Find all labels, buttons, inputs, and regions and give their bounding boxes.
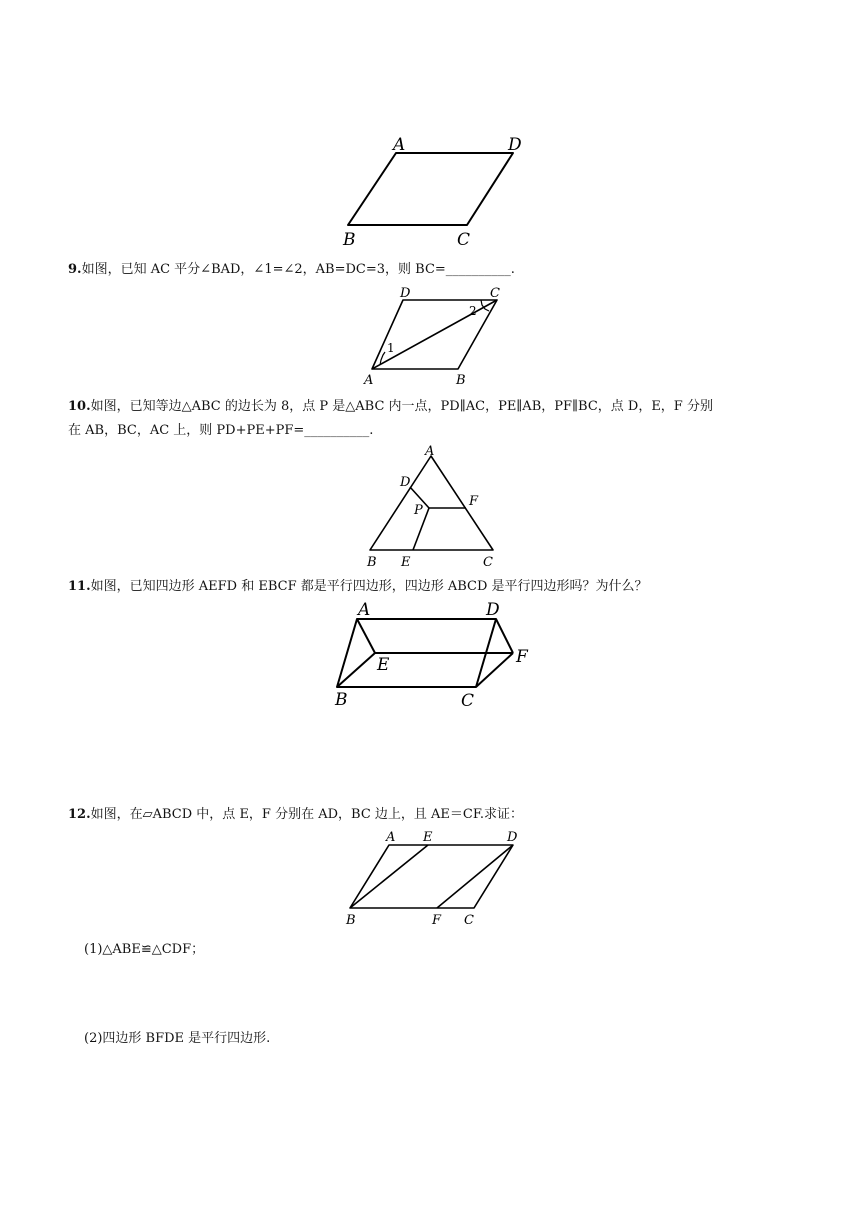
point-label-b: B — [346, 913, 356, 928]
point-label-f: F — [469, 494, 479, 509]
angle-1-arc — [380, 352, 385, 365]
point-label-a: A — [386, 830, 396, 845]
point-label-c: C — [464, 913, 474, 928]
segment-pd — [410, 487, 429, 508]
point-label-d: D — [400, 475, 411, 490]
triangle-abc — [370, 456, 493, 550]
segment-fd — [437, 845, 513, 908]
point-label-b: B — [343, 230, 356, 250]
point-label-a: A — [364, 373, 374, 388]
point-label-p: P — [414, 503, 423, 518]
point-label-d: D — [507, 830, 518, 845]
point-label-a: A — [425, 444, 435, 459]
question-text: 如图，在▱ABCD 中，点 E，F 分别在 AD，BC 边上，且 AE＝CF.求证： — [90, 807, 523, 822]
point-label-d: D — [486, 600, 500, 620]
segment-df — [496, 619, 513, 653]
point-label-f: F — [516, 647, 528, 667]
diagonal-ac — [372, 300, 497, 369]
question-number: 11. — [68, 579, 91, 594]
question-10-cont — [68, 420, 373, 442]
point-label-a: A — [393, 135, 406, 155]
question-number: 12. — [68, 807, 91, 822]
parallelogram-shape — [348, 153, 513, 225]
question-12 — [68, 804, 523, 826]
question-text: 如图，已知四边形 AEFD 和 EBCF 都是平行四边形，四边形 ABCD 是平行四边形吗？为什么？ — [90, 579, 648, 594]
point-label-b: B — [335, 690, 348, 710]
question-text-line2: 在 AB，BC，AC 上，则 PD+PE+PF=__________. — [68, 423, 374, 438]
parallelogram-abcd — [350, 845, 513, 908]
question-text: 如图，已知 AC 平分∠BAD，∠1=∠2，AB=DC=3，则 BC=__________. — [81, 262, 515, 277]
quadrilateral-shape — [372, 300, 497, 369]
angle-label-2: 2 — [469, 304, 477, 318]
segment-be — [350, 845, 428, 908]
question-text-line1: 如图，已知等边△ABC 的边长为 8，点 P 是△ABC 内一点，PD∥AC，PE∥AB，PF∥BC，点 D，E，F 分别 — [90, 399, 713, 414]
point-label-b: B — [456, 373, 466, 388]
question-12-part-1: (1)△ABE≌△CDF； — [84, 942, 205, 957]
question-number: 9. — [68, 262, 82, 277]
point-label-c: C — [490, 286, 500, 301]
segment-pe — [413, 508, 429, 550]
point-label-d: D — [400, 286, 411, 301]
question-11 — [68, 576, 648, 598]
point-label-d: D — [508, 135, 522, 155]
segment-be — [337, 653, 375, 687]
point-label-a: A — [358, 600, 371, 620]
point-label-e: E — [377, 655, 390, 675]
segment-ae — [357, 619, 375, 653]
point-label-f: F — [432, 913, 442, 928]
point-label-e: E — [423, 830, 433, 845]
segment-cf — [476, 653, 513, 687]
angle-2-arc — [481, 300, 489, 311]
point-label-c: C — [457, 230, 471, 250]
question-9 — [68, 259, 515, 281]
angle-label-1: 1 — [387, 341, 395, 355]
question-12-part-2: (2)四边形 BFDE 是平行四边形. — [84, 1031, 271, 1046]
point-label-c: C — [483, 555, 493, 570]
point-label-b: B — [367, 555, 377, 570]
question-10 — [68, 396, 713, 418]
parallelogram-abcd — [337, 619, 496, 687]
question-number: 10. — [68, 399, 91, 414]
point-label-c: C — [461, 691, 475, 711]
point-label-e: E — [401, 555, 411, 570]
